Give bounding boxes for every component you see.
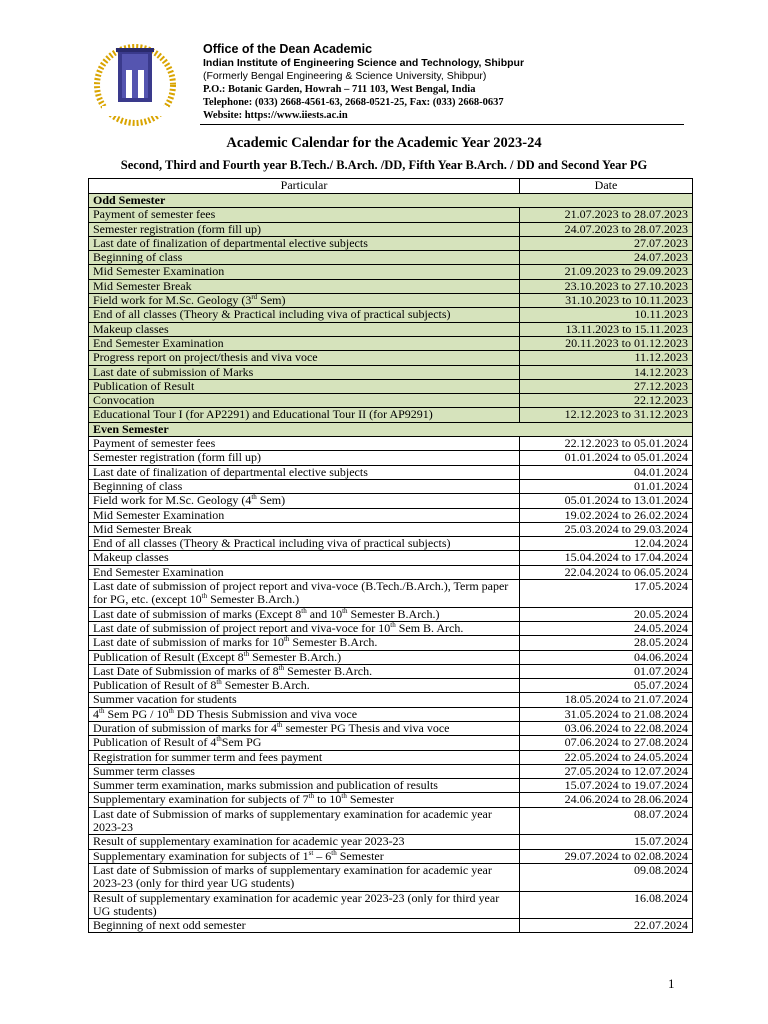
row-date: 22.04.2024 to 06.05.2024 — [520, 565, 693, 579]
table-header-row — [89, 179, 693, 194]
calendar-subtitle: Second, Third and Fourth year B.Tech./ B.Arch. /DD, Fifth Year B.Arch. / DD and Second Year PG — [120, 158, 648, 172]
table-row — [89, 736, 693, 750]
telephone: Telephone: (033) 2668-4561-63, 2668-0521-25, Fax: (033) 2668-0637 — [203, 97, 504, 108]
institute-name: Indian Institute of Engineering Science and Technology, Shibpur — [203, 57, 525, 69]
row-particular: Convocation — [89, 394, 520, 408]
row-date: 20.11.2023 to 01.12.2023 — [520, 336, 693, 350]
address: P.O.: Botanic Garden, Howrah – 711 103, West Bengal, India — [203, 84, 476, 95]
row-particular: End Semester Examination — [89, 565, 520, 579]
table-row — [89, 236, 693, 250]
row-particular: Supplementary examination for subjects of 1st – 6th Semester — [89, 849, 520, 863]
table-row — [89, 522, 693, 536]
row-date: 10.11.2023 — [520, 308, 693, 322]
row-date: 27.12.2023 — [520, 379, 693, 393]
row-particular: Semester registration (form fill up) — [89, 222, 520, 236]
table-row — [89, 537, 693, 551]
row-particular: Field work for M.Sc. Geology (3rd Sem) — [89, 294, 520, 308]
table-row — [89, 365, 693, 379]
row-date: 22.07.2024 — [520, 919, 693, 933]
table-row — [89, 279, 693, 293]
row-particular: Duration of submission of marks for 4th semester PG Thesis and viva voce — [89, 721, 520, 735]
table-row — [89, 750, 693, 764]
row-particular: Last date of submission of marks for 10th Semester B.Arch. — [89, 636, 520, 650]
row-particular: Publication of Result of 8th Semester B.Arch. — [89, 679, 520, 693]
row-particular: Registration for summer term and fees payment — [89, 750, 520, 764]
row-particular: Last date of submission of marks (Except 8th and 10th Semester B.Arch.) — [89, 607, 520, 621]
row-date: 13.11.2023 to 15.11.2023 — [520, 322, 693, 336]
row-date: 01.01.2024 to 05.01.2024 — [520, 451, 693, 465]
row-particular: Publication of Result of 4thSem PG — [89, 736, 520, 750]
header-text-block — [203, 42, 743, 122]
table-row — [89, 308, 693, 322]
table-row — [89, 479, 693, 493]
row-particular: Mid Semester Break — [89, 279, 520, 293]
table-row — [89, 336, 693, 350]
row-date: 25.03.2024 to 29.03.2024 — [520, 522, 693, 536]
table-row — [89, 835, 693, 849]
table-row — [89, 437, 693, 451]
table-row — [89, 891, 693, 919]
row-date: 04.01.2024 — [520, 465, 693, 479]
row-date: 19.02.2024 to 26.02.2024 — [520, 508, 693, 522]
row-date: 18.05.2024 to 21.07.2024 — [520, 693, 693, 707]
table-row — [89, 379, 693, 393]
row-date: 01.07.2024 — [520, 664, 693, 678]
table-row — [89, 650, 693, 664]
row-date: 27.05.2024 to 12.07.2024 — [520, 764, 693, 778]
column-header-date: Date — [520, 179, 693, 194]
table-row — [89, 664, 693, 678]
row-particular: Summer vacation for students — [89, 693, 520, 707]
table-row — [89, 779, 693, 793]
institute-logo-icon — [92, 40, 178, 126]
table-row — [89, 351, 693, 365]
table-row — [89, 451, 693, 465]
semester-section-row — [89, 194, 693, 208]
row-date: 09.08.2024 — [520, 863, 693, 891]
row-particular: Result of supplementary examination for academic year 2023-23 — [89, 835, 520, 849]
table-row — [89, 251, 693, 265]
row-date: 16.08.2024 — [520, 891, 693, 919]
row-particular: Mid Semester Examination — [89, 508, 520, 522]
row-particular: End Semester Examination — [89, 336, 520, 350]
row-particular: Last date of submission of project report and viva-voce for 10th Sem B. Arch. — [89, 621, 520, 635]
row-date: 28.05.2024 — [520, 636, 693, 650]
row-particular: Beginning of next odd semester — [89, 919, 520, 933]
row-particular: Publication of Result (Except 8th Semester B.Arch.) — [89, 650, 520, 664]
row-date: 24.07.2023 — [520, 251, 693, 265]
row-date: 15.07.2024 — [520, 835, 693, 849]
row-date: 31.05.2024 to 21.08.2024 — [520, 707, 693, 721]
row-date: 29.07.2024 to 02.08.2024 — [520, 849, 693, 863]
row-date: 22.12.2023 — [520, 394, 693, 408]
table-row — [89, 265, 693, 279]
document-header — [0, 0, 768, 128]
table-row — [89, 222, 693, 236]
row-date: 08.07.2024 — [520, 807, 693, 835]
table-row — [89, 408, 693, 422]
row-particular: Semester registration (form fill up) — [89, 451, 520, 465]
semester-section-row — [89, 422, 693, 436]
row-particular: Beginning of class — [89, 251, 520, 265]
row-particular: Last date of finalization of departmental elective subjects — [89, 465, 520, 479]
website: Website: https://www.iiests.ac.in — [203, 110, 348, 121]
row-date: 22.05.2024 to 24.05.2024 — [520, 750, 693, 764]
row-date: 12.12.2023 to 31.12.2023 — [520, 408, 693, 422]
table-row — [89, 294, 693, 308]
row-date: 21.09.2023 to 29.09.2023 — [520, 265, 693, 279]
table-row — [89, 693, 693, 707]
table-row — [89, 807, 693, 835]
table-row — [89, 621, 693, 635]
row-date: 14.12.2023 — [520, 365, 693, 379]
row-date: 21.07.2023 to 28.07.2023 — [520, 208, 693, 222]
office-name: Office of the Dean Academic — [203, 42, 373, 56]
row-date: 23.10.2023 to 27.10.2023 — [520, 279, 693, 293]
row-date: 24.06.2024 to 28.06.2024 — [520, 793, 693, 807]
row-date: 27.07.2023 — [520, 236, 693, 250]
row-date: 11.12.2023 — [520, 351, 693, 365]
row-date: 05.07.2024 — [520, 679, 693, 693]
row-date: 03.06.2024 to 22.08.2024 — [520, 721, 693, 735]
row-particular: Mid Semester Break — [89, 522, 520, 536]
row-particular: Summer term examination, marks submission and publication of results — [89, 779, 520, 793]
column-header-particular: Particular — [89, 179, 520, 194]
row-particular: Field work for M.Sc. Geology (4th Sem) — [89, 494, 520, 508]
row-particular: Last date of Submission of marks of supplementary examination for academic year 2023-23 (only for third year UG students) — [89, 863, 520, 891]
table-row — [89, 565, 693, 579]
row-particular: Last date of finalization of departmental elective subjects — [89, 236, 520, 250]
table-row — [89, 394, 693, 408]
row-particular: End of all classes (Theory & Practical including viva of practical subjects) — [89, 537, 520, 551]
table-row — [89, 793, 693, 807]
table-row — [89, 551, 693, 565]
academic-calendar-table — [88, 178, 693, 933]
row-particular: End of all classes (Theory & Practical including viva of practical subjects) — [89, 308, 520, 322]
table-row — [89, 607, 693, 621]
row-date: 05.01.2024 to 13.01.2024 — [520, 494, 693, 508]
row-date: 04.06.2024 — [520, 650, 693, 664]
row-particular: Last date of submission of project report and viva-voce (B.Tech./B.Arch.), Term paper for PG, etc. (except 10th Semester B.Arch.) — [89, 580, 520, 608]
row-date: 20.05.2024 — [520, 607, 693, 621]
semester-section-title: Odd Semester — [89, 194, 693, 208]
table-row — [89, 764, 693, 778]
table-row — [89, 636, 693, 650]
row-date: 07.06.2024 to 27.08.2024 — [520, 736, 693, 750]
row-date: 24.07.2023 to 28.07.2023 — [520, 222, 693, 236]
row-date: 01.01.2024 — [520, 479, 693, 493]
row-particular: Last Date of Submission of marks of 8th Semester B.Arch. — [89, 664, 520, 678]
row-particular: Educational Tour I (for AP2291) and Educational Tour II (for AP9291) — [89, 408, 520, 422]
table-row — [89, 508, 693, 522]
table-row — [89, 322, 693, 336]
row-date: 15.07.2024 to 19.07.2024 — [520, 779, 693, 793]
row-particular: Makeup classes — [89, 551, 520, 565]
row-particular: Last date of Submission of marks of supplementary examination for academic year 2023-23 — [89, 807, 520, 835]
row-particular: Beginning of class — [89, 479, 520, 493]
header-divider — [200, 124, 684, 125]
calendar-title: Academic Calendar for the Academic Year 2023-24 — [226, 135, 542, 151]
row-particular: Last date of submission of Marks — [89, 365, 520, 379]
former-name: (Formerly Bengal Engineering & Science University, Shibpur) — [203, 70, 487, 82]
page-number: 1 — [668, 976, 675, 991]
row-date: 15.04.2024 to 17.04.2024 — [520, 551, 693, 565]
row-date: 22.12.2023 to 05.01.2024 — [520, 437, 693, 451]
row-particular: Supplementary examination for subjects of 7th to 10th Semester — [89, 793, 520, 807]
row-particular: Progress report on project/thesis and viva voce — [89, 351, 520, 365]
table-row — [89, 208, 693, 222]
table-body — [89, 194, 693, 933]
table-row — [89, 465, 693, 479]
table-row — [89, 721, 693, 735]
table-row — [89, 580, 693, 608]
row-particular: Mid Semester Examination — [89, 265, 520, 279]
row-particular: Summer term classes — [89, 764, 520, 778]
row-date: 17.05.2024 — [520, 580, 693, 608]
row-date: 31.10.2023 to 10.11.2023 — [520, 294, 693, 308]
row-particular: Makeup classes — [89, 322, 520, 336]
table-row — [89, 849, 693, 863]
semester-section-title: Even Semester — [89, 422, 693, 436]
table-row — [89, 863, 693, 891]
row-particular: Publication of Result — [89, 379, 520, 393]
row-particular: Payment of semester fees — [89, 437, 520, 451]
row-particular: Payment of semester fees — [89, 208, 520, 222]
table-row — [89, 679, 693, 693]
row-particular: Result of supplementary examination for academic year 2023-23 (only for third year UG students) — [89, 891, 520, 919]
table-row — [89, 919, 693, 933]
table-row — [89, 494, 693, 508]
row-date: 12.04.2024 — [520, 537, 693, 551]
row-date: 24.05.2024 — [520, 621, 693, 635]
table-row — [89, 707, 693, 721]
row-particular: 4th Sem PG / 10th DD Thesis Submission and viva voce — [89, 707, 520, 721]
